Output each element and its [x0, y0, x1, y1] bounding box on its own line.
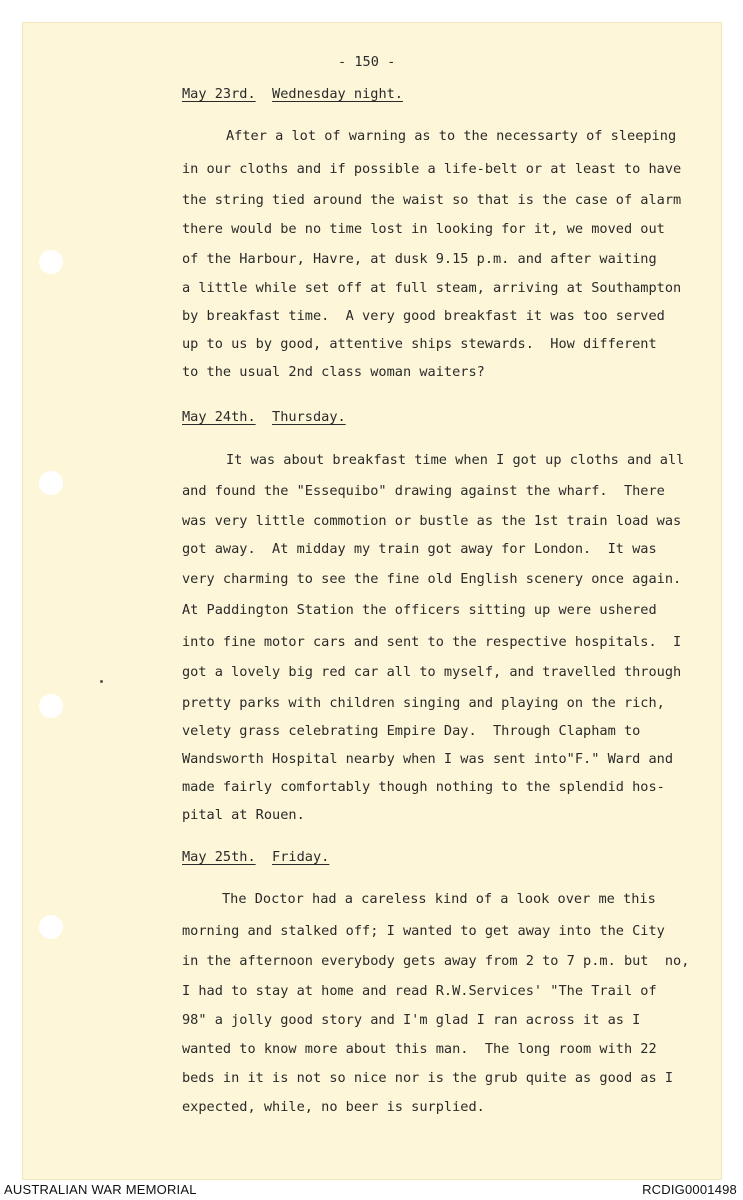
punch-hole — [39, 915, 63, 939]
entry-date: May 24th. — [182, 409, 256, 425]
archive-credit: AUSTRALIAN WAR MEMORIAL — [4, 1182, 197, 1197]
text-line: to the usual 2nd class woman waiters? — [182, 364, 485, 380]
text-line: velety grass celebrating Empire Day. Through Clapham to — [182, 723, 641, 739]
text-line: made fairly comfortably though nothing to the splendid hos- — [182, 779, 665, 795]
text-line: up to us by good, attentive ships stewards. How different — [182, 336, 657, 352]
text-line: and found the "Essequibo" drawing against the wharf. There — [182, 483, 665, 499]
text-line: in the afternoon everybody gets away from 2 to 7 p.m. but no, — [182, 953, 690, 969]
entry-date: May 23rd. — [182, 86, 256, 102]
text-line: got a lovely big red car all to myself, and travelled through — [182, 664, 682, 680]
text-line: by breakfast time. A very good breakfast it was too served — [182, 308, 665, 324]
entry-heading — [182, 411, 346, 425]
text-line: the string tied around the waist so that is the case of alarm — [182, 192, 682, 208]
page-number: - 150 - — [338, 54, 396, 70]
entry-day: Friday. — [272, 849, 330, 865]
document-id: RCDIG0001498 — [642, 1182, 737, 1197]
punch-hole — [39, 694, 63, 718]
text-line: After a lot of warning as to the necessarty of sleeping — [226, 128, 677, 144]
text-line: The Doctor had a careless kind of a look over me this — [222, 891, 656, 907]
text-line: beds in it is not so nice nor is the grub quite as good as I — [182, 1070, 674, 1086]
entry-heading — [182, 88, 403, 102]
text-line: in our cloths and if possible a life-belt or at least to have — [182, 161, 682, 177]
text-line: 98" a jolly good story and I'm glad I ran across it as I — [182, 1012, 641, 1028]
text-line: pretty parks with children singing and playing on the rich, — [182, 695, 665, 711]
text-line: there would be no time lost in looking for it, we moved out — [182, 221, 665, 237]
entry-heading — [182, 851, 329, 865]
punch-hole — [39, 250, 63, 274]
text-line: got away. At midday my train got away for London. It was — [182, 541, 657, 557]
text-line: Wandsworth Hospital nearby when I was sent into"F." Ward and — [182, 751, 674, 767]
text-line: At Paddington Station the officers sitting up were ushered — [182, 602, 657, 618]
punch-hole — [39, 471, 63, 495]
paper-mark — [100, 680, 103, 683]
entry-date: May 25th. — [182, 849, 256, 865]
entry-day: Wednesday night. — [272, 86, 403, 102]
text-line: of the Harbour, Havre, at dusk 9.15 p.m. and after waiting — [182, 251, 657, 267]
text-line: I had to stay at home and read R.W.Services' "The Trail of — [182, 983, 657, 999]
text-line: morning and stalked off; I wanted to get away into the City — [182, 923, 665, 939]
text-line: very charming to see the fine old English scenery once again. — [182, 571, 682, 587]
entry-day: Thursday. — [272, 409, 346, 425]
text-line: was very little commotion or bustle as the 1st train load was — [182, 513, 682, 529]
text-line: a little while set off at full steam, arriving at Southampton — [182, 280, 682, 296]
text-line: wanted to know more about this man. The long room with 22 — [182, 1041, 657, 1057]
text-line: into fine motor cars and sent to the respective hospitals. I — [182, 634, 682, 650]
text-line: pital at Rouen. — [182, 807, 305, 823]
text-line: It was about breakfast time when I got up cloths and all — [226, 452, 685, 468]
text-line: expected, while, no beer is surplied. — [182, 1099, 485, 1115]
